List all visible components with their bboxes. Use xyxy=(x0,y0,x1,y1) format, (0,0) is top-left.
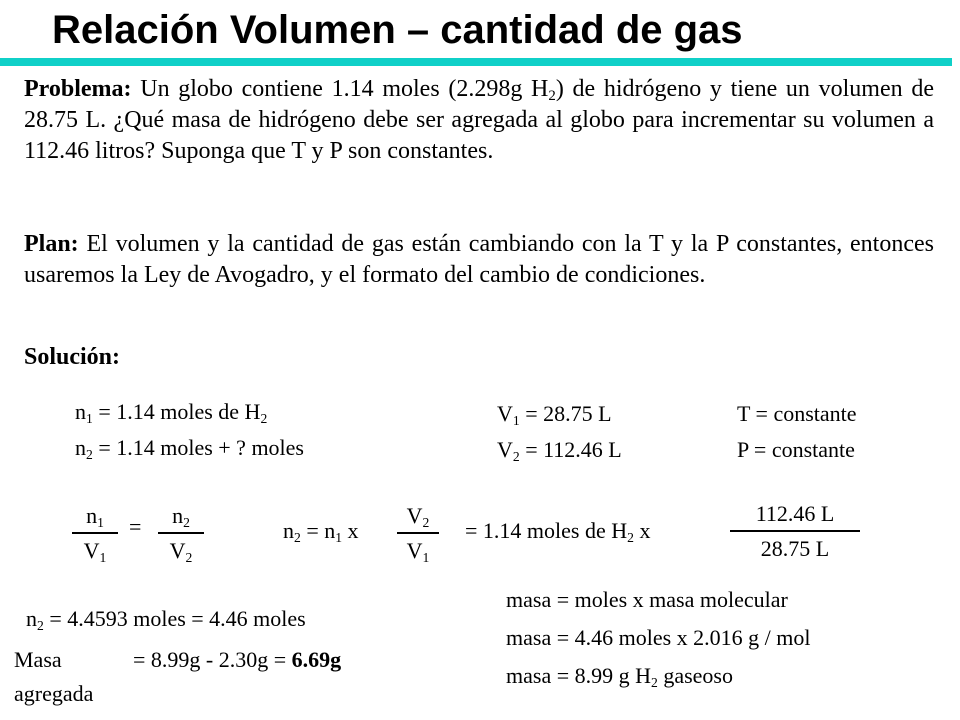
plan-text: El volumen y la cantidad de gas están cambiando con la T y la P constantes, entonces usaremos la Ley de Avogadro, y el formato del cambio de condiciones. xyxy=(24,231,934,288)
p-constant: P = constante xyxy=(737,437,855,462)
v1-statement: $V_1 = 28.75$ L xyxy=(497,401,612,428)
n2-result: $n_2 = 4.4593$ moles = 4.46 moles xyxy=(26,606,306,633)
formula-volume-fraction: $V_2$ $V_1$ xyxy=(397,502,439,565)
ratio-left-fraction: $n_1$ $V_1$ xyxy=(72,502,118,565)
problem-subscript: 2 xyxy=(548,88,556,105)
ratio-right-fraction: $n_2$ $V_2$ xyxy=(158,502,204,565)
title-underline-bar xyxy=(0,58,952,66)
t-constant: T = constante xyxy=(737,401,857,426)
page-title: Relación Volumen – cantidad de gas xyxy=(52,8,743,52)
problem-paragraph xyxy=(24,74,934,167)
problem-label: Problema: xyxy=(24,76,132,102)
added-mass-label-2: agregada xyxy=(14,681,94,706)
n2-statement: $n_2 = 1.14$ moles + ? moles xyxy=(75,435,304,462)
mass-line-2: masa = 4.46 moles x 2.016 g / mol xyxy=(506,625,811,650)
problem-text-a: Un globo contiene 1.14 moles (2.298g H xyxy=(131,76,549,102)
added-mass-expression: = 8.99g - 2.30g = 6.69g xyxy=(133,647,342,672)
formula-rhs: = 1.14 moles de $H_2$ x xyxy=(465,518,651,545)
added-mass-label-1: Masa xyxy=(14,647,62,672)
added-mass-result: 6.69g xyxy=(291,647,342,672)
formula-value-fraction: 112.46 L 28.75 L xyxy=(730,500,860,563)
v2-statement: $V_2 = 112.46$ L xyxy=(497,437,622,464)
plan-paragraph xyxy=(24,229,934,291)
mass-line-1: masa = moles x masa molecular xyxy=(506,587,788,612)
formula-lhs: $n_2 = n_1$ x xyxy=(283,518,359,545)
problem-text-b: ) de hidrógeno y tiene un volumen de 28.75 L. ¿Qué masa de hidrógeno debe ser agregada al globo para incrementar su volumen a 112.46 litros? Suponga que T y P son constantes. xyxy=(24,76,934,164)
n1-statement: $n_1 = 1.14$ moles de $H_2$ xyxy=(75,399,268,426)
plan-label: Plan: xyxy=(24,231,79,257)
solution-label: Solución: xyxy=(24,344,121,370)
mass-line-3: masa = 8.99 g $H_2$ gaseoso xyxy=(506,663,733,690)
ratio-equals-sign: = xyxy=(129,514,142,539)
